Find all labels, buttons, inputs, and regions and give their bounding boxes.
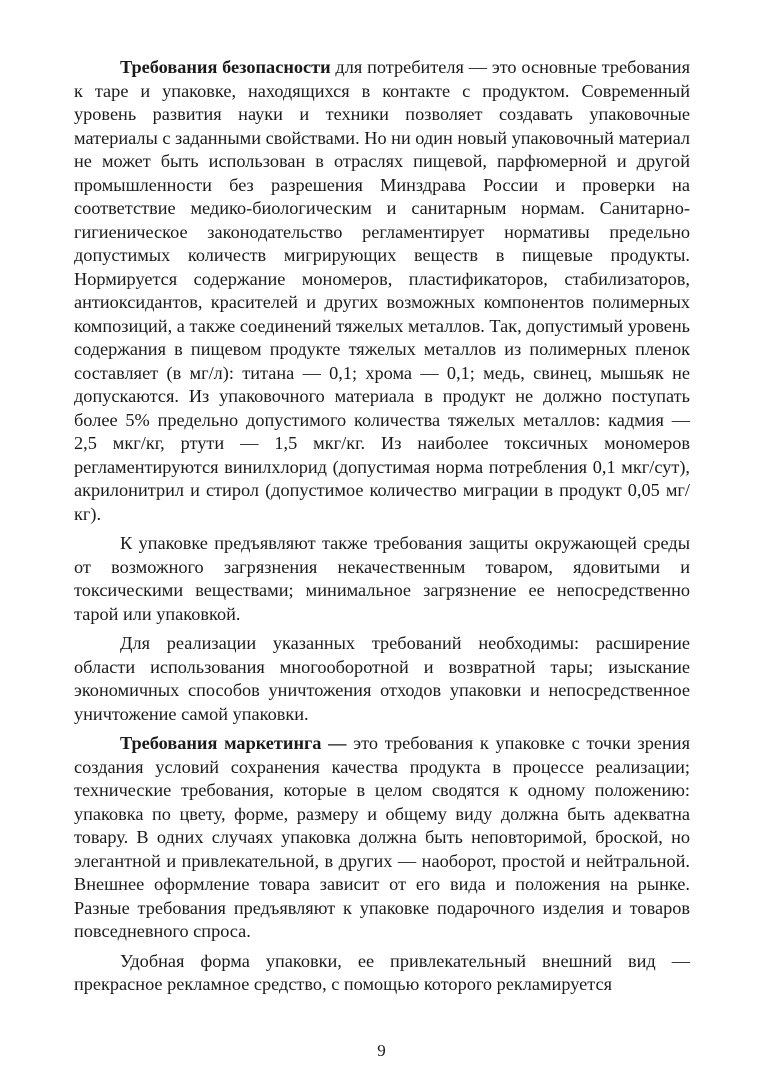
paragraph-convenient-form xyxy=(74,950,690,997)
paragraph-lead: Требования безопасности xyxy=(120,57,331,77)
paragraph-text: К упаковке предъявляют также требования защиты окружающей среды от возможного загрязнения некачественным товаром, ядовитыми и токсическими веществами; минимальное загрязнение ее непосредственно тарой или упаковкой. xyxy=(74,533,690,624)
paragraph-text: для потребителя — это основные требования к таре и упаковке, находящихся в контакте с продуктом. Современный уровень развития науки и техники позволяет создавать упаковочные материалы с заданными свойствами. Но ни один новый упаковочный материал не может быть использован в отраслях пищевой, парфюмерной и другой промышленности без разрешения Минздрава России и проверки на соответствие медико-биологическим и санитарным нормам. Санитарно-гигиеническое законодательство регламентирует нормативы предельно допустимых количеств мигрирующих веществ в пищевые продукты. Нормируется содержание мономеров, пластификаторов, стабилизаторов, антиоксидантов, красителей и других возможных компонентов полимерных композиций, а также соединений тяжелых металлов. Так, допустимый уровень содержания в пищевом продукте тяжелых металлов из полимерных пленок составляет (в мг/л): титана — 0,1; хрома — 0,1; медь, свинец, мышьяк не допускаются. Из упаковочного материала в продукт не должно поступать более 5% предельно допустимого количества тяжелых металлов: кадмия — 2,5 мкг/кг, ртути — 1,5 мкг/кг. Из наиболее токсичных мономеров регламентируются винилхлорид (допустимая норма потребления 0,1 мкг/сут), акрилонитрил и стирол (допустимое количество миграции в продукт 0,05 мг/кг). xyxy=(74,57,690,524)
paragraph-text: Удобная форма упаковки, ее привлекательный внешний вид — прекрасное рекламное средство, с помощью которого рекламируется xyxy=(74,950,690,994)
paragraph-environment xyxy=(74,532,690,626)
paragraph-implementation xyxy=(74,632,690,726)
paragraph-text: Для реализации указанных требований необходимы: расширение области использования многооборотной и возвратной тары; изыскание экономичных способов уничтожения отходов упаковки и непосредственное уничтожение самой упаковки. xyxy=(74,633,690,724)
page-body xyxy=(74,56,690,1003)
paragraph-safety-requirements xyxy=(74,56,690,526)
paragraph-lead: Требования маркетинга — xyxy=(120,733,347,753)
page-number: 9 xyxy=(377,1041,386,1060)
paragraph-marketing-requirements xyxy=(74,732,690,944)
paragraph-text: это требования к упаковке с точки зрения создания условий сохранения качества продукта в процессе реализации; технические требования, которые в целом сводятся к одному положению: упаковка по цвету, форме, размеру и общему виду должна быть адекватна товару. В одних случаях упаковка должна быть неповторимой, броской, но элегантной и привлекательной, в других — наоборот, простой и нейтральной. Внешнее оформление товара зависит от его вида и положения на рынке. Разные требования предъявляют к упаковке подарочного изделия и товаров повседневного спроса. xyxy=(74,733,690,941)
